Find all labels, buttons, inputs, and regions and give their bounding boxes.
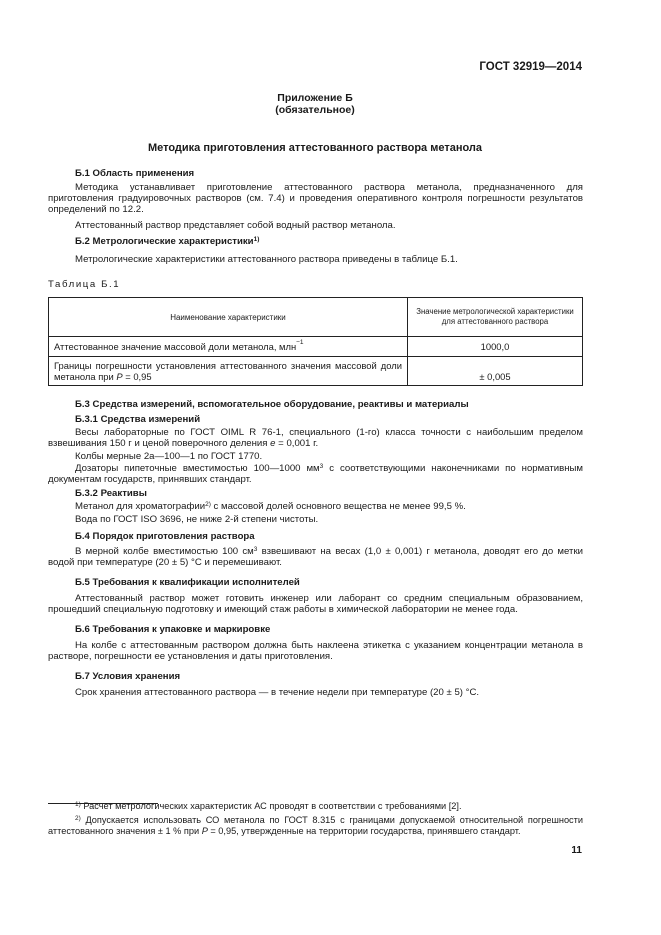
- b31-p1-var: е: [270, 438, 276, 450]
- footnote-2-var: P: [201, 826, 208, 836]
- section-heading-b5: Б.5 Требования к квалификации исполнителей: [75, 577, 300, 588]
- paragraph-b2-1: Метрологические характеристики аттестованного раствора приведены в таблице Б.1.: [75, 254, 458, 265]
- section-heading-b4: Б.4 Порядок приготовления раствора: [75, 531, 255, 542]
- footnote-ref-2: 2): [205, 501, 211, 508]
- paragraph-b4-1: [48, 546, 583, 568]
- section-heading-b7: Б.7 Условия хранения: [75, 671, 181, 682]
- row2-var: P: [116, 371, 123, 382]
- section-heading-b3: Б.3 Средства измерений, вспомогательное оборудование, реактивы и материалы: [75, 399, 469, 410]
- b31-p1-tail: = 0,001 г.: [275, 438, 319, 450]
- document-title: Методика приготовления аттестованного раствора метанола: [147, 142, 483, 154]
- table-header-value: Значение метрологической характеристики для аттестованного раствора: [408, 298, 583, 337]
- table-caption: Таблица Б.1: [48, 279, 121, 290]
- section-heading-b6: Б.6 Требования к упаковке и маркировке: [75, 624, 271, 635]
- paragraph-b1-2: Аттестованный раствор представляет собой водный раствор метанола.: [75, 220, 396, 231]
- metrology-table: [48, 297, 583, 386]
- row1-unit-sup: −1: [296, 339, 304, 346]
- appendix-heading: [48, 92, 582, 116]
- paragraph-b1-1: Методика устанавливает приготовление аттестованного раствора метанола, предназначенного для приготовления градуировочных растворов (см. 7.4) и проведения оперативного контроля погрешности результатов определений по 12.2.: [48, 182, 583, 216]
- footnote-1-mark: 1): [75, 801, 81, 808]
- row2-name-tail: = 0,95: [122, 371, 152, 382]
- row2-name-text: Границы погрешности установления аттестованного значения массовой доли метанола при: [54, 360, 402, 382]
- paragraph-b31-2: Колбы мерные 2а—100—1 по ГОСТ 1770.: [75, 451, 263, 462]
- paragraph-b32-1: [48, 501, 583, 512]
- page-number: 11: [571, 845, 582, 856]
- paragraph-b31-3: [48, 463, 583, 485]
- b32-p1-tail: с массовой долей основного вещества не менее 99,5 %.: [210, 501, 466, 512]
- section-heading-b32: Б.3.2 Реактивы: [75, 488, 147, 499]
- row1-name-text: Аттестованное значение массовой доли метанола, млн: [54, 341, 297, 352]
- paragraph-b7-1: Срок хранения аттестованного раствора — в течение недели при температуре (20 ± 5) °С.: [75, 687, 480, 698]
- footnote-2: [48, 815, 583, 837]
- b31-p3-text: Дозаторы пипеточные вместимостью 100—1000 мм: [75, 463, 320, 474]
- paragraph-b5-1: Аттестованный раствор может готовить инженер или лаборант со средним специальным образованием, прошедший специальную подготовку и имеющий стаж работы в химической лаборатории не менее года.: [48, 593, 583, 616]
- b4-p1-tail: взвешивают на весах (1,0 ± 0,001) г метанола, доводят его до метки водой при температуре (20 ± 5) °С и перемешивают.: [48, 546, 583, 569]
- footnote-1-text: Расчет метрологических характеристик АС проводят в соответствии с требованиями [2].: [80, 801, 462, 811]
- paragraph-b6-1: На колбе с аттестованным раствором должна быть наклеена этикетка с указанием концентрации метанола в растворе, погрешности ее установления и даты приготовления.: [48, 640, 583, 663]
- footnote-ref-1: 1): [253, 236, 260, 243]
- b31-p3-tail: с соответствующими наконечниками по нормативным документам государств, принявших стандарт.: [48, 463, 583, 486]
- table-row: [49, 337, 583, 357]
- section-heading-b2-text: Б.2 Метрологические характеристики: [75, 236, 254, 247]
- table-cell-value: 1000,0: [408, 337, 583, 357]
- footnote-1: [48, 801, 583, 812]
- section-heading-b2: [48, 236, 583, 247]
- appendix-label: Приложение Б: [277, 92, 353, 104]
- b31-p1-text: Весы лабораторные по ГОСТ OIML R 76-1, специального (1-го) класса точности с наибольшим пределом взвешивания 150 г и ценой поверочного деления: [48, 427, 583, 450]
- b4-p1-text: В мерной колбе вместимостью 100 см: [75, 546, 254, 557]
- footnote-2-tail: = 0,95, утвержденные на территории государства, принявшего стандарт.: [207, 826, 521, 836]
- b31-p3-sup: 3: [319, 463, 324, 470]
- table-cell-name: [49, 337, 408, 357]
- section-heading-b1: Б.1 Область применения: [75, 168, 195, 179]
- b32-p1-text: Метанол для хроматографии: [75, 501, 206, 512]
- standard-number: ГОСТ 32919—2014: [479, 61, 582, 73]
- appendix-status: (обязательное): [275, 104, 355, 116]
- footnote-2-text: Допускается использовать СО метанола по ГОСТ 8.315 с границами допускаемой относительной погрешности аттестованного значения ± 1 % при: [48, 815, 583, 836]
- table-cell-name: [49, 357, 408, 386]
- footnote-2-mark: 2): [75, 815, 81, 822]
- section-heading-b31: Б.3.1 Средства измерений: [75, 414, 201, 425]
- table-header-name: Наименование характеристики: [49, 298, 408, 337]
- b4-p1-sup: 3: [253, 546, 258, 553]
- table-row: [49, 357, 583, 386]
- table-header-row: [49, 298, 583, 337]
- paragraph-b32-2: Вода по ГОСТ ISO 3696, не ниже 2-й степени чистоты.: [75, 514, 319, 525]
- table-cell-value: ± 0,005: [408, 357, 583, 386]
- paragraph-b31-1: [48, 427, 583, 449]
